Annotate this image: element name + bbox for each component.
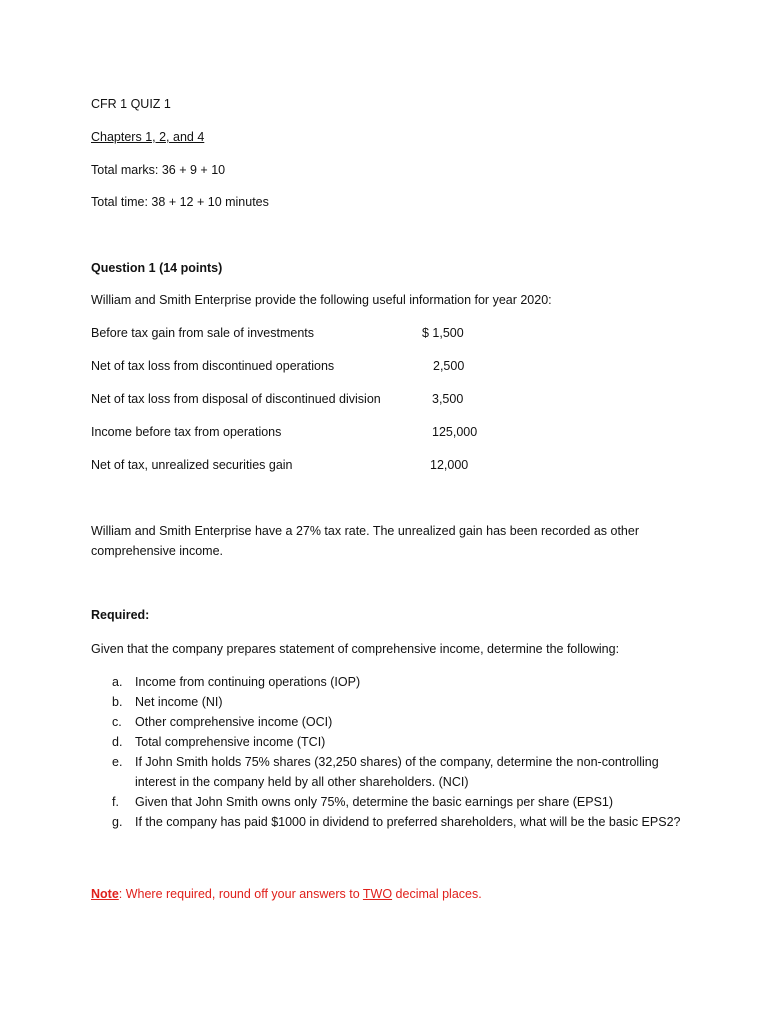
list-marker: e.	[112, 755, 123, 769]
data-row-value: 12,000	[430, 458, 469, 472]
list-item-text: If the company has paid $1000 in dividend to preferred shareholders, what will be the basic EPS2?	[135, 815, 681, 829]
data-row	[91, 457, 511, 473]
list-item-text: Total comprehensive income (TCI)	[135, 735, 326, 749]
data-row-label: Before tax gain from sale of investments	[91, 326, 315, 340]
data-row-value: 3,500	[432, 392, 464, 406]
tax-note: William and Smith Enterprise have a 27% tax rate. The unrealized gain has been recorded as other comprehensive income.	[91, 524, 639, 558]
note-label: Note	[91, 887, 119, 901]
required-heading: Required:	[91, 608, 150, 622]
list-marker: b.	[112, 695, 123, 709]
data-row-label: Net of tax loss from discontinued operations	[91, 359, 335, 373]
data-row	[91, 325, 511, 341]
required-intro: Given that the company prepares statement of comprehensive income, determine the following:	[91, 642, 620, 656]
list-marker: a.	[112, 675, 123, 689]
data-row-label: Net of tax, unrealized securities gain	[91, 458, 293, 472]
course-title: CFR 1 QUIZ 1	[91, 97, 171, 111]
total-time: Total time: 38 + 12 + 10 minutes	[91, 195, 269, 209]
task-list	[91, 672, 681, 832]
data-row	[91, 358, 511, 374]
data-row	[91, 424, 511, 440]
question-title: Question 1 (14 points)	[91, 261, 223, 275]
note-emphasis: TWO	[362, 887, 393, 901]
chapters-line: Chapters 1, 2, and 4	[91, 130, 205, 144]
total-marks: Total marks: 36 + 9 + 10	[91, 163, 226, 177]
list-marker: d.	[112, 735, 123, 749]
data-row-value: 2,500	[433, 359, 465, 373]
list-item	[91, 732, 681, 752]
data-row-label: Income before tax from operations	[91, 425, 282, 439]
list-item	[91, 752, 681, 792]
question-intro: William and Smith Enterprise provide the following useful information for year 2020:	[91, 293, 552, 307]
list-marker: c.	[112, 715, 122, 729]
list-item	[91, 812, 681, 832]
data-row-label: Net of tax loss from disposal of discontinued division	[91, 392, 381, 406]
rounding-note	[91, 886, 482, 902]
data-row	[91, 391, 511, 407]
list-item-text: Income from continuing operations (IOP)	[135, 675, 361, 689]
list-item	[91, 792, 681, 812]
list-item-text: If John Smith holds 75% shares (32,250 shares) of the company, determine the non-controlling interest in the company held by all other shareholders. (NCI)	[135, 755, 659, 789]
list-marker: g.	[112, 815, 123, 829]
list-marker: f.	[112, 795, 119, 809]
list-item-text: Given that John Smith owns only 75%, determine the basic earnings per share (EPS1)	[135, 795, 614, 809]
data-row-value: $ 1,500	[422, 326, 464, 340]
list-item-text: Net income (NI)	[135, 695, 223, 709]
note-text-after: decimal places.	[392, 887, 482, 901]
list-item	[91, 692, 681, 712]
note-text-before: : Where required, round off your answers to	[118, 887, 363, 901]
list-item-text: Other comprehensive income (OCI)	[135, 715, 333, 729]
list-item	[91, 672, 681, 692]
data-row-value: 125,000	[432, 425, 478, 439]
list-item	[91, 712, 681, 732]
